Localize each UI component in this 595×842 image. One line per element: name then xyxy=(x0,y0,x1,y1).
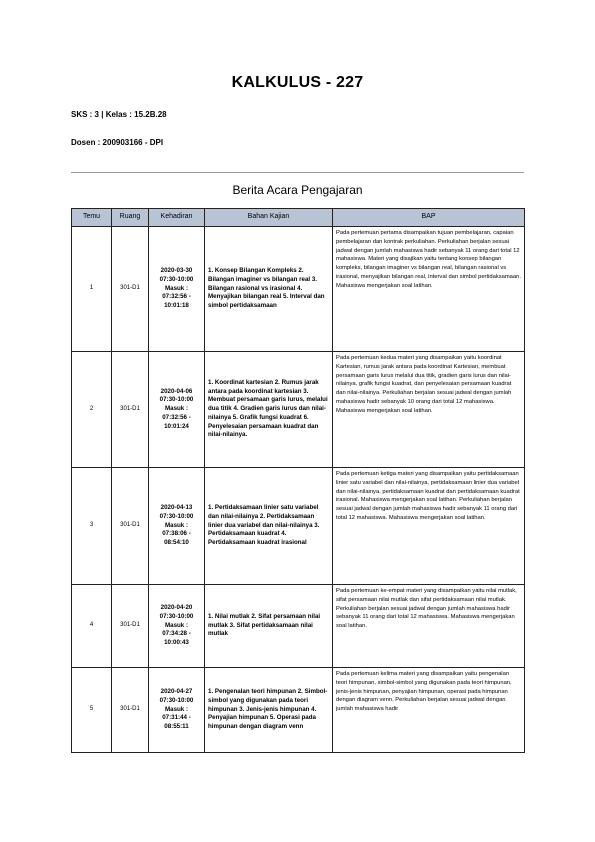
col-header-ruang: Ruang xyxy=(112,209,149,227)
kehadiran-cell: 2020-04-27 07:30-10:00 Masuk : 07:31:44 - 08:55:11 xyxy=(149,668,205,753)
temu-cell: 5 xyxy=(72,668,112,753)
ruang-cell: 301-D1 xyxy=(112,585,149,668)
temu-cell: 2 xyxy=(72,352,112,468)
bap-cell: Pada pertemuan ketiga materi yang disampaikan yaitu pertidaksamaan linier satu variabel dan nilai-nilainya, pertidaksamaan linier dua variabel dan nilai-nilainya, pertidaksamaan kuadrat dan pertidaksamaan kuadrat irasional. Mahasiswa mengerjakan soal latihan. Perkuliahan berjalan sesuai jadwal dengan jumlah mahasiswa hadir sebanyak 11 orang dari total 12 mahasiswa. Mahasiswa mengerjakan soal latihan. xyxy=(333,468,525,585)
table-row xyxy=(72,352,525,468)
kehadiran-cell: 2020-04-20 07:30-10:00 Masuk : 07:34:28 - 10:00:43 xyxy=(149,585,205,668)
col-header-kehadiran: Kehadiran xyxy=(149,209,205,227)
bahan-kajian-cell: 1. Pertidaksamaan linier satu variabel dan nilai-nilainya 2. Pertidaksamaan linier dua variabel dan nilai-nilainya 3. Pertidaksamaan kuadrat 4. Pertidaksamaan kuadrat irasional xyxy=(205,468,333,585)
ruang-cell: 301-D1 xyxy=(112,227,149,352)
bap-table xyxy=(71,208,525,753)
col-header-bahan-kajian: Bahan Kajian xyxy=(205,209,333,227)
section-title: Berita Acara Pengajaran xyxy=(232,183,363,197)
kehadiran-cell: 2020-04-13 07:30-10:00 Masuk : 07:38:06 - 08:54:10 xyxy=(149,468,205,585)
table-row xyxy=(72,585,525,668)
col-header-temu: Temu xyxy=(72,209,112,227)
table-row xyxy=(72,468,525,585)
kehadiran-cell: 2020-04-06 07:30-10:00 Masuk : 07:32:56 - 10:01:24 xyxy=(149,352,205,468)
table-header-row xyxy=(72,209,525,227)
bap-cell: Pada pertemuan pertama disampaikan tujuan pembelajaran, capaian pembelajaran dan kontrak perkuliahan. Perkuliahan berjalan sesuai jadwal dengan jumlah mahasiswa hadir sebanyak 11 orang dari total 12 mahasiswa. Materi yang disajikan yaitu tentang konsep bilangan kompleks, bilangan imaginer vs bilangan real, bilangan rasional vs irasional, menyajikan bilangan real, interval dan simbol pertidaksamaan. Mahasiswa mengerjakan soal latihan. xyxy=(333,227,525,352)
ruang-cell: 301-D1 xyxy=(112,668,149,753)
page-title: KALKULUS - 227 xyxy=(231,74,364,91)
bap-cell: Pada pertemuan ke-empat materi yang disampaikan yaitu nilai mutlak, sifat persamaan nilai mutlak dan sifat pertidaksamaan nilai mutlak. Perkuliahan berjalan sesuai jadwal dengan jumlah mahasiswa hadir sebanyak 11 orang dari total 12 mahasiswa. Mahasiswa mengerjakan soal latihan. xyxy=(333,585,525,668)
bap-cell: Pada pertemuan kelima materi yang disampaikan yaitu pengenalan teori himpunan, simbol-simbol yang digunakan pada teori himpunan, jenis-jenis himpunan, penyajian himpunan, operasi pada himpunan dengan diagram venn. Perkuliahan berjalan sesuai jadwal dengan jumlah mahasiswa hadir xyxy=(333,668,525,753)
kehadiran-cell: 2020-03-30 07:30-10:00 Masuk : 07:32:56 - 10:01:18 xyxy=(149,227,205,352)
col-header-bap: BAP xyxy=(333,209,525,227)
ruang-cell: 301-D1 xyxy=(112,468,149,585)
table-row xyxy=(72,227,525,352)
temu-cell: 4 xyxy=(72,585,112,668)
temu-cell: 1 xyxy=(72,227,112,352)
bap-cell: Pada pertemuan kedua materi yang disampaikan yaitu koordinat Kartesian, rumus jarak antara pada koordinat Kartesian, membuat persamaan garis lurus melalui dua titik, gradien garis lurus dan nilai-nilainya, grafik fungsi kuadrat, dan penyelesaian persamaan kuadrat dan nilai-nilainya. Perkuliahan berjalan sesuai jadwal dengan jumlah mahasiswa hadir sebanyak 10 orang dari total 12 mahasiswa. Mahasiswa mengerjakan soal latihan. xyxy=(333,352,525,468)
bahan-kajian-cell: 1. Pengenalan teori himpunan 2. Simbol-simbol yang digunakan pada teori himpunan 3. Jenis-jenis himpunan 4. Penyajian himpunan 5. Operasi pada himpunan dengan diagram venn xyxy=(205,668,333,753)
temu-cell: 3 xyxy=(72,468,112,585)
ruang-cell: 301-D1 xyxy=(112,352,149,468)
divider xyxy=(71,172,524,173)
bahan-kajian-cell: 1. Nilai mutlak 2. Sifat persamaan nilai mutlak 3. Sifat pertidaksamaan nilai mutlak xyxy=(205,585,333,668)
bahan-kajian-cell: 1. Koordinat kartesian 2. Rumus jarak antara pada koordinat kartesian 3. Membuat persamaan garis lurus, melalui dua titik 4. Gradien garis lurus dan nilai-nilainya 5. Grafik fungsi kuadrat 6. Penyelesaian persamaan kuadrat dan nilai-nilainya. xyxy=(205,352,333,468)
table-row xyxy=(72,668,525,753)
bahan-kajian-cell: 1. Konsep Bilangan Kompleks 2. Bilangan imaginer vs bilangan real 3. Bilangan rasional vs irasional 4. Menyajikan bilangan real 5. Interval dan simbol pertidaksamaan xyxy=(205,227,333,352)
sks-kelas-info: SKS : 3 | Kelas : 15.2B.28 xyxy=(71,110,167,119)
dosen-info: Dosen : 200903166 - DPI xyxy=(71,138,164,147)
